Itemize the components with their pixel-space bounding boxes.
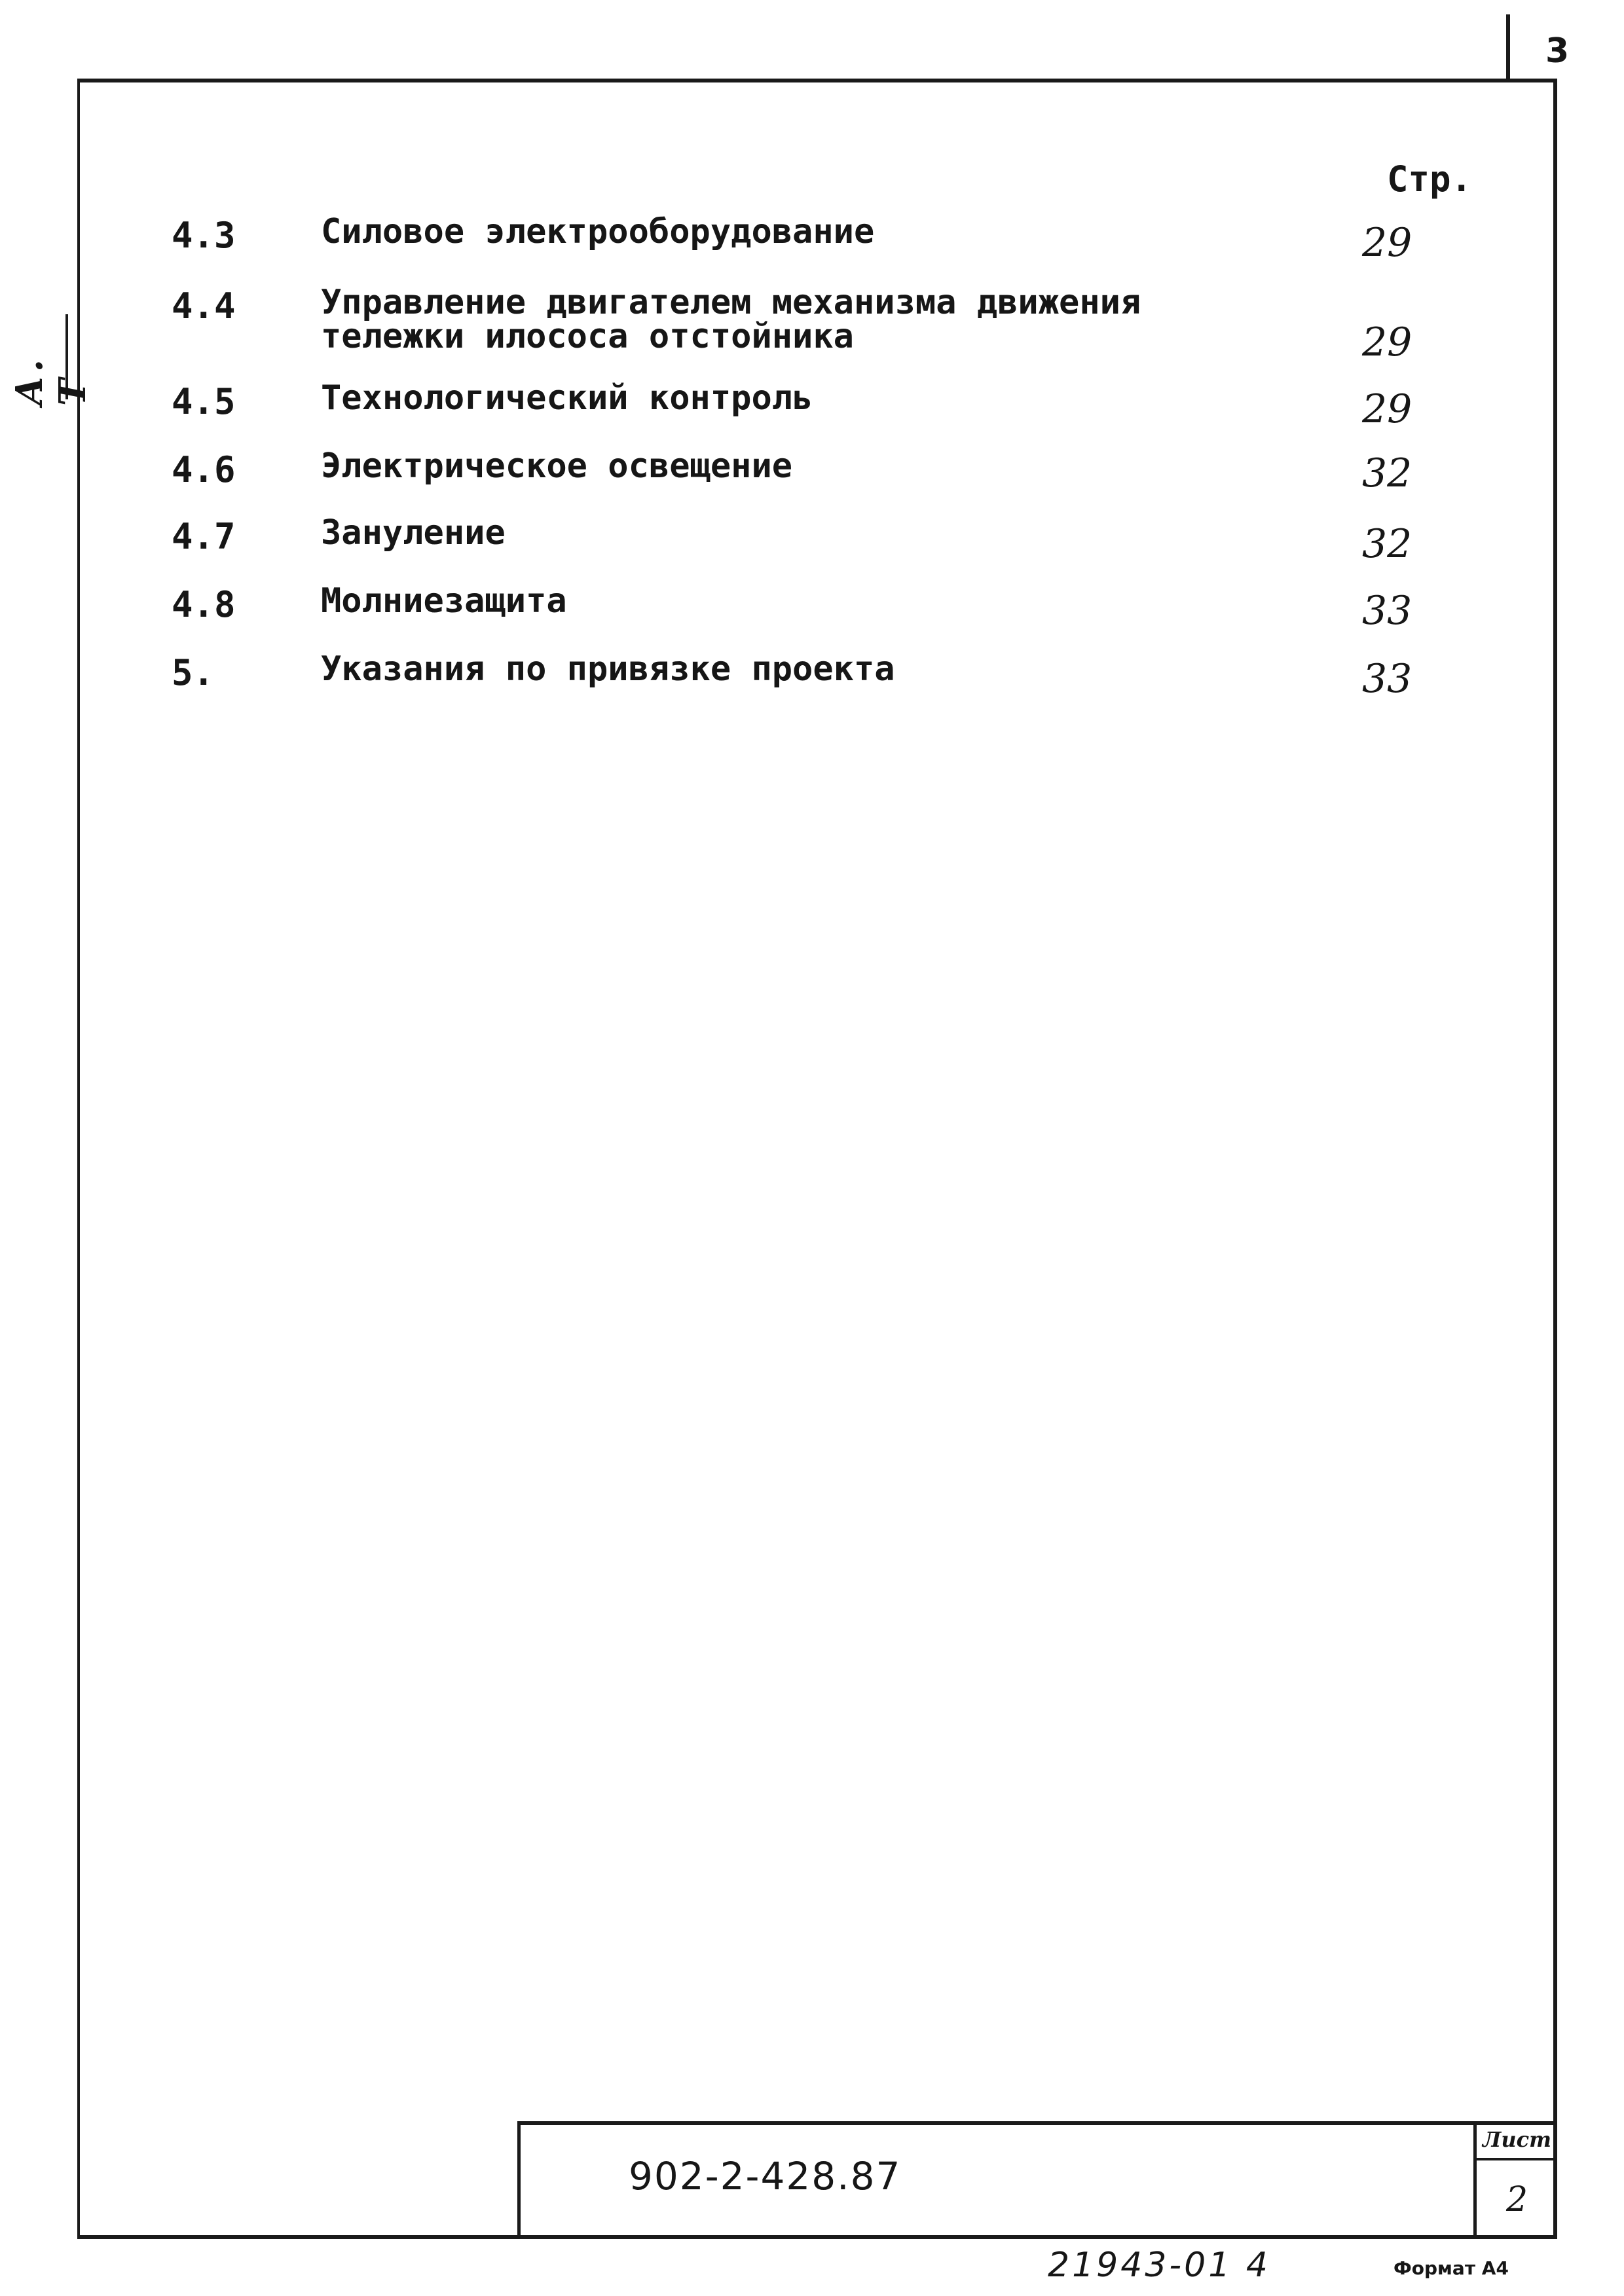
- toc-title: Зануление: [321, 513, 506, 553]
- toc-number: 4.7: [172, 516, 236, 557]
- toc-page: 29: [1362, 319, 1412, 365]
- toc-title: Управление двигателем механизма движения тележки илососа отстойника: [321, 283, 1141, 356]
- toc-page: 32: [1362, 450, 1412, 496]
- toc-page: 33: [1362, 588, 1412, 634]
- sheet-box: [1473, 2121, 1557, 2239]
- toc-title: Технологический контроль: [321, 378, 813, 418]
- toc-number: 4.6: [172, 449, 236, 490]
- toc-number: 4.4: [172, 285, 236, 327]
- sheet-label: Лист: [1477, 2121, 1557, 2160]
- page-column-header: Стр.: [1387, 158, 1473, 200]
- toc-title: Силовое электрооборудование: [321, 212, 875, 251]
- toc-page: 29: [1362, 386, 1412, 432]
- sheet-value: 2: [1505, 2180, 1528, 2219]
- toc-title: Электрическое освещение: [321, 446, 793, 486]
- sheet-number: 3: [1545, 31, 1570, 71]
- toc-page: 33: [1362, 656, 1412, 702]
- side-stamp: А. Т: [8, 355, 94, 406]
- format-label: Формат А4: [1393, 2257, 1509, 2279]
- toc-page: 29: [1362, 220, 1412, 266]
- toc-number: 4.8: [172, 584, 236, 625]
- document-code: 902-2-428.87: [629, 2154, 902, 2198]
- toc-page: 32: [1362, 521, 1412, 567]
- toc-number: 5.: [172, 652, 215, 693]
- toc-number: 4.5: [172, 381, 236, 422]
- table-of-contents: [0, 0, 1624, 786]
- inventory-number: 21943-01 4: [1048, 2246, 1270, 2285]
- toc-number: 4.3: [172, 215, 236, 256]
- toc-title: Молниезащита: [321, 581, 567, 621]
- toc-title: Указания по привязке проекта: [321, 649, 895, 689]
